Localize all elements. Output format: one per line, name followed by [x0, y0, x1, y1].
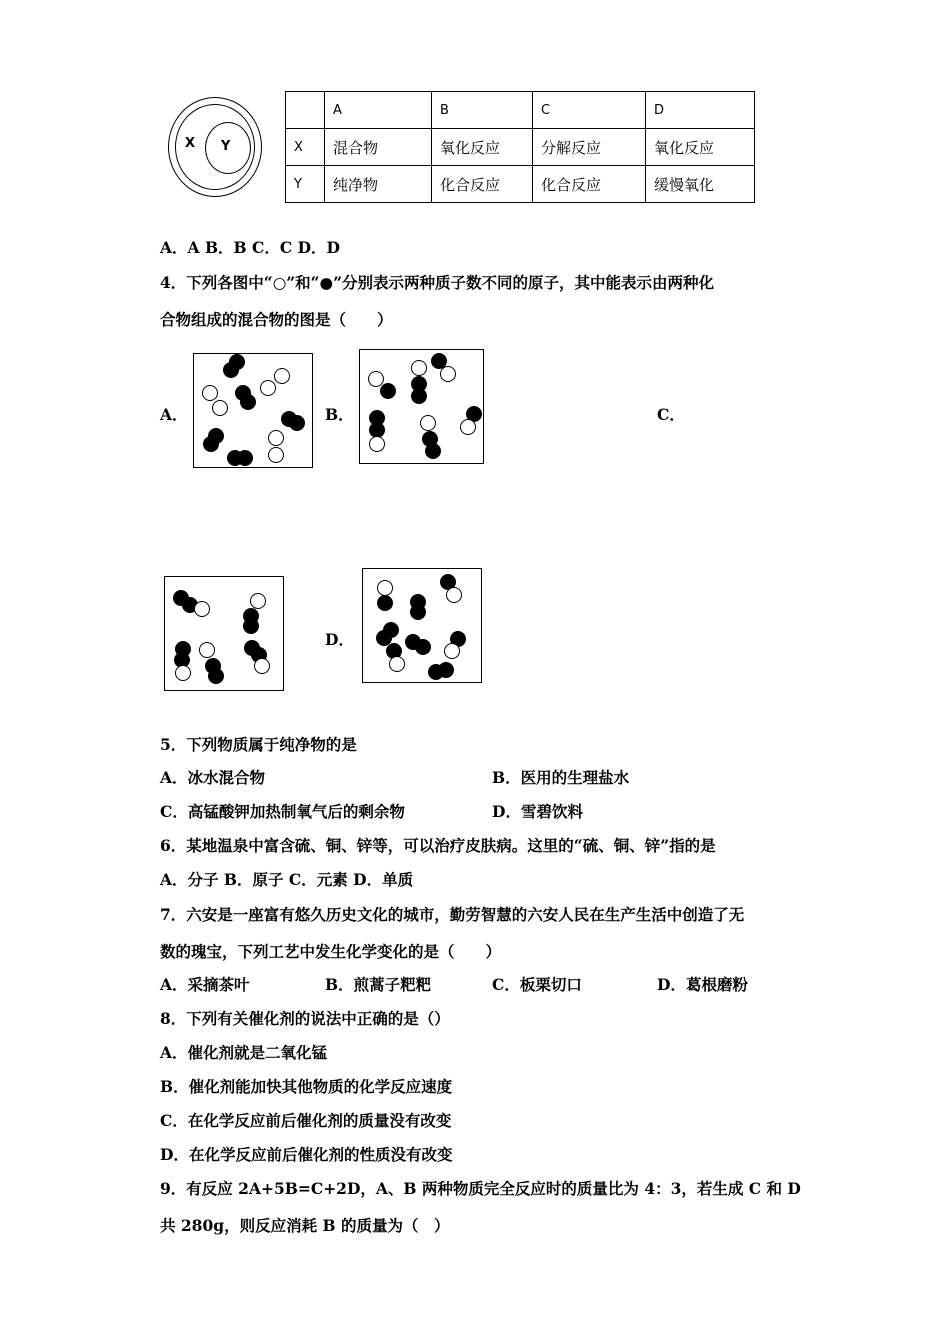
black-atom — [411, 388, 427, 404]
black-atom — [240, 394, 256, 410]
q8-stem: 8．下列有关催化剂的说法中正确的是（） — [160, 1009, 450, 1028]
white-atom — [274, 368, 290, 384]
venn-x-label: X — [185, 136, 196, 151]
table-cell: B — [432, 92, 533, 129]
table-cell: Y — [286, 166, 325, 203]
table-row — [286, 166, 755, 203]
table-cell — [286, 92, 325, 129]
q4-label-c: C． — [657, 405, 685, 424]
q4-stem-line2: 合物组成的混合物的图是（ ） — [160, 310, 393, 329]
white-atom — [194, 601, 210, 617]
white-atom — [254, 658, 270, 674]
white-atom — [250, 593, 266, 609]
white-atom — [260, 380, 276, 396]
white-atom — [369, 436, 385, 452]
black-atom — [438, 662, 454, 678]
table-cell: 化合反应 — [533, 166, 646, 203]
black-atom — [377, 595, 393, 611]
white-atom — [444, 643, 460, 659]
q5-option-c: C．高锰酸钾加热制氧气后的剩余物 — [160, 802, 405, 821]
black-atom — [410, 604, 426, 620]
white-atom — [377, 580, 393, 596]
q8-option-d: D．在化学反应前后催化剂的性质没有改变 — [160, 1145, 453, 1164]
table-cell: 化合反应 — [432, 166, 533, 203]
q7-stem-line2: 数的瑰宝，下列工艺中发生化学变化的是（ ） — [160, 942, 502, 961]
q9-stem-line2: 共 280g，则反应消耗 B 的质量为（ ） — [160, 1216, 450, 1235]
table-cell: 氧化反应 — [646, 129, 755, 166]
q6-stem: 6．某地温泉中富含硫、铜、锌等，可以治疗皮肤病。这里的“硫、铜、锌”指的是 — [160, 836, 716, 855]
white-atom — [199, 642, 215, 658]
q9-stem-line1: 9．有反应 2A+5B=C+2D，A、B 两种物质完全反应时的质量比为 4：3，若生成 C 和 D — [160, 1179, 801, 1198]
q3-options: A．A B．B C．C D．D — [160, 238, 340, 257]
black-atom — [380, 383, 396, 399]
table-cell: A — [325, 92, 432, 129]
white-atom — [460, 419, 476, 435]
q4-label-d: D． — [325, 630, 354, 649]
particle-box-b — [359, 349, 484, 464]
q7-option-a: A．采摘茶叶 — [160, 975, 250, 994]
table-cell: X — [286, 129, 325, 166]
q7-option-c: C．板栗切口 — [492, 975, 582, 994]
black-atom — [425, 443, 441, 459]
black-atom — [289, 415, 305, 431]
white-atom — [268, 447, 284, 463]
table-cell: 缓慢氧化 — [646, 166, 755, 203]
q6-options: A．分子 B．原子 C．元素 D．单质 — [160, 870, 414, 889]
table-cell: C — [533, 92, 646, 129]
black-atom — [223, 362, 239, 378]
q8-option-a: A．催化剂就是二氧化锰 — [160, 1043, 328, 1062]
q5-stem: 5．下列物质属于纯净物的是 — [160, 735, 357, 754]
table-cell: D — [646, 92, 755, 129]
black-atom — [203, 436, 219, 452]
white-atom — [389, 656, 405, 672]
comparison-table — [285, 91, 755, 203]
white-atom — [212, 400, 228, 416]
q8-option-b: B．催化剂能加快其他物质的化学反应速度 — [160, 1077, 453, 1096]
q4-stem-line1: 4．下列各图中“○”和“●”分别表示两种质子数不同的原子，其中能表示由两种化 — [160, 273, 714, 292]
q8-option-c: C．在化学反应前后催化剂的质量没有改变 — [160, 1111, 452, 1130]
white-atom — [411, 360, 427, 376]
table-cell: 混合物 — [325, 129, 432, 166]
q5-option-a: A．冰水混合物 — [160, 768, 266, 787]
black-atom — [415, 639, 431, 655]
venn-y-label: Y — [221, 139, 231, 154]
q5-option-d: D．雪碧饮料 — [492, 802, 583, 821]
white-atom — [175, 665, 191, 681]
q4-label-a: A． — [160, 405, 188, 424]
table-cell: 分解反应 — [533, 129, 646, 166]
q7-stem-line1: 7．六安是一座富有悠久历史文化的城市，勤劳智慧的六安人民在生产生活中创造了无 — [160, 905, 745, 924]
table-cell: 纯净物 — [325, 166, 432, 203]
q7-option-b: B．煎蒿子粑粑 — [325, 975, 432, 994]
black-atom — [243, 618, 259, 634]
black-atom — [237, 450, 253, 466]
white-atom — [202, 385, 218, 401]
particle-box-c — [164, 576, 284, 691]
table-cell: 氧化反应 — [432, 129, 533, 166]
table-row — [286, 129, 755, 166]
particle-box-a — [193, 353, 313, 468]
q7-option-d: D．葛根磨粉 — [657, 975, 748, 994]
black-atom — [208, 668, 224, 684]
white-atom — [440, 366, 456, 382]
q4-label-b: B． — [325, 405, 354, 424]
particle-box-d — [362, 568, 482, 683]
q5-option-b: B．医用的生理盐水 — [492, 768, 630, 787]
white-atom — [420, 415, 436, 431]
white-atom — [268, 430, 284, 446]
table-header-row — [286, 92, 755, 129]
white-atom — [446, 587, 462, 603]
